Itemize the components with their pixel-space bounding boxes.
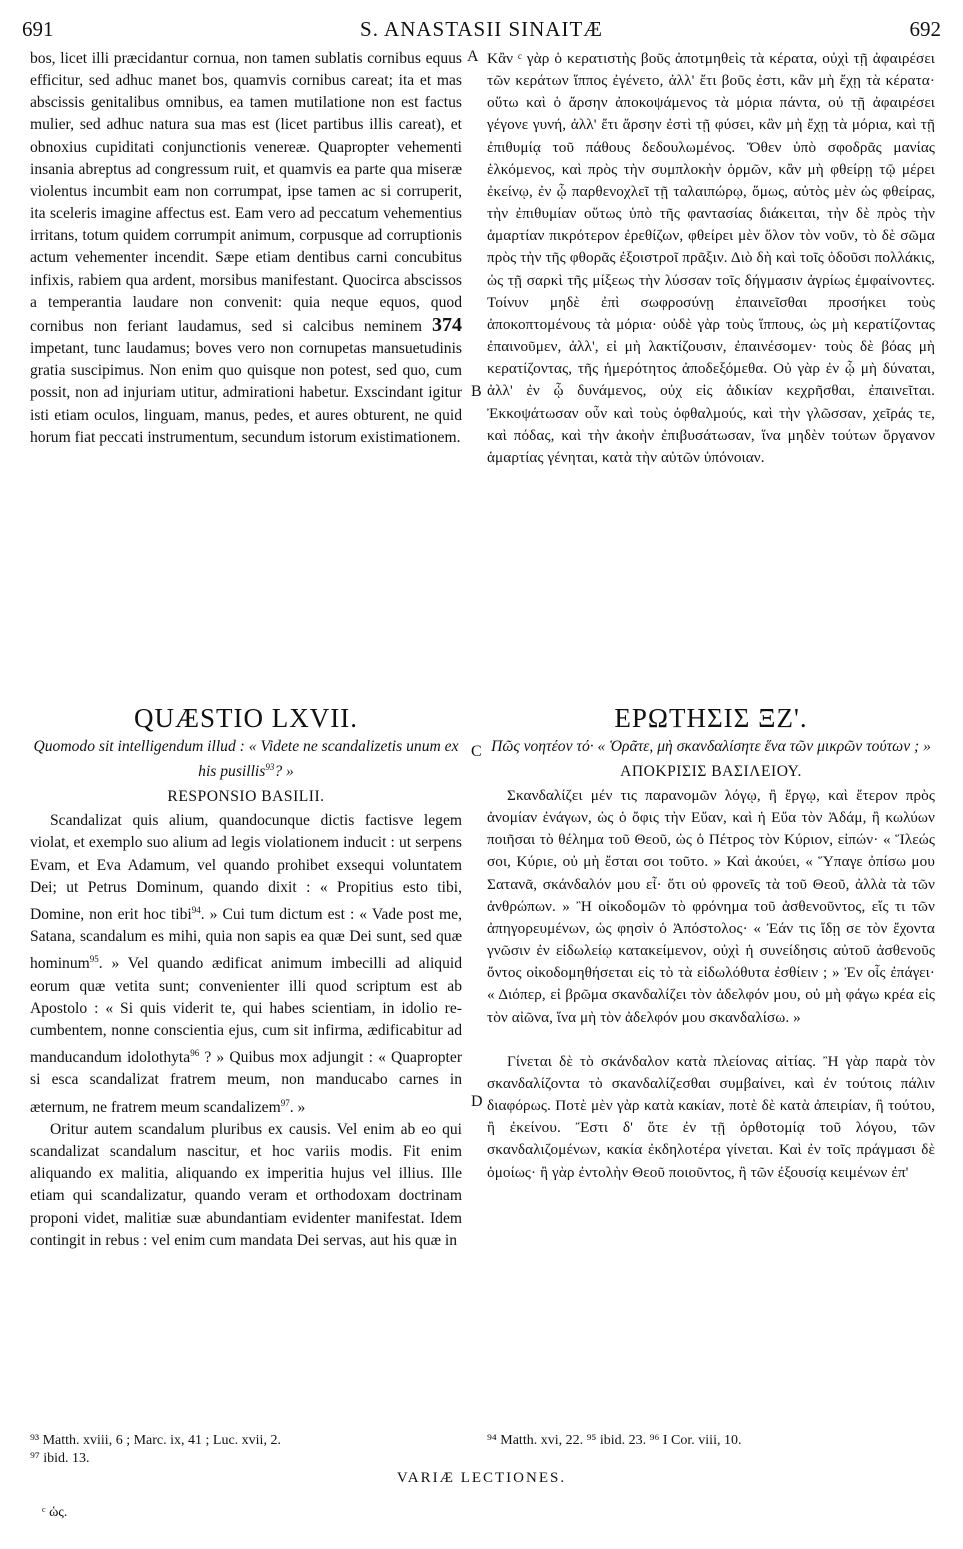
footnote-line: ⁹⁷ ibid. 13. <box>30 1451 90 1466</box>
greek-question <box>487 702 935 1184</box>
latin-column-top <box>30 48 462 449</box>
column-number: 374 <box>432 313 462 336</box>
variant-reading: ᶜ ὡς. <box>42 1505 68 1520</box>
greek-paragraph-top: Κἂν ᶜ γὰρ ὁ κερατιστὴς βοῦς ἀποτμηθεὶς τὰ κέρατα, οὐχὶ τῇ ἀφαιρέσει τῶν κεράτων ἵππος ἐγένετο, ἀλλ' ἔτι βοῦς ἐστι, κἂν μὴ ἔχῃ τὰ κέρατα· οὕτω καὶ ὁ ἄρσην ἀποκοψάμενος τὰ μόρια πάντα, οὐ τῇ ἀφαιρέσει γέγονε γυνή, ἀλλ' ἔτι ἄρσην ἐστὶ τῇ φύσει, κἂν μὴ ἔχῃ τὰ μόρια, καὶ τῇ ἐπιθυμίᾳ τοῦ πάθους δεδουλωμένος. Ὅθεν ὑπὸ σφοδρᾶς μανίας ἑλκόμενος, καὶ πρὸς τὴν συμπλοκὴν ὁρμῶν, κἂν μὴ φθείρῃ τῷ μέρει ἐκείνῳ, ἐν ᾧ παρθενοχλεῖ τῇ ταλαιπώρῳ, ὅμως, αὐτὸς μὲν ὡς φθείρας, τὴν ἐπιθυμίαν οὕτως ὑπὸ τῆς φαντασίας διάκειται, τὴν δὲ πρὸς τὴν ἁμαρτίαν πικρότερον ἐρεθίζων, φθείρει μὲν ὅλον τὸν νοῦν, τὸ δὲ σῶμα πρὸς τὴν τῆς φθορᾶς ἐξοιστροῖ πρᾶξιν. Διὸ δὴ καὶ τοῖς ὀδοῦσι πολλάκις, ὡς τῇ σαρκὶ τῆς μίξεως τὴν λύσσαν τοῖς δήγμασιν ἀγρίως ἐμφαίνοντες. Τοίνυν μηδὲ ἐπὶ σωφροσύνῃ ἐπαινεῖσθαι προσήκει τοὺς ἀποκοπτομένους τὰ μόρια· οὐδὲ γὰρ τοὺς ἵππους, ὡς μὴ κερατίζοντας ἐπαινοῦμεν, ἀλλ', εἰ μὴ λακτίζουσιν, ἐπαινέσομεν· τοὺς δὲ βόας μὴ κερατίζοντας, τῆς ἡμερότητος ἀποδεξόμεθα. Οὐ γὰρ ἐν ᾧ μὴ δύναται, ἀλλ' ἐν ᾧ δυνάμενος, οὐχ εἰς ἀδικίαν κεχρῆσθαι, ἐπαινεῖται. Ἐκκοψάτωσαν οὖν καὶ τοὺς ὀφθαλμούς, καὶ τὴν γλῶσσαν, χεῖράς τε, καὶ πόδας, καὶ τὴν ἀκοὴν ἐπιβυσάτωσαν, ἵνα μηδὲν τούτων ὄργανον ἁμαρτίας γένηται, κατὰ τὴν αὐτῶν ὑπόνοιαν. <box>487 50 935 466</box>
greek-question-subtitle: Πῶς νοητέον τό· « Ὁρᾶτε, μὴ σκανδαλίσητε ἕνα τῶν μικρῶν τούτων ; » <box>491 738 931 755</box>
greek-question-title: ΕΡΩΤΗΣΙΣ ΞΖ'. <box>614 703 808 733</box>
latin-text: . » <box>289 1098 306 1116</box>
running-title: S. ANASTASII SINAITÆ <box>360 17 603 41</box>
margin-letter-d: D <box>471 1093 483 1110</box>
latin-question-paragraph-2: Oritur autem scandalum pluribus ex causis. Vel enim ab eo qui scandalizat scandalum nascitur, et hoc variis modis. Fit enim aliquando ex malitia, aliquando ex imperitia hujus vel illius. Ille etiam qui scandalizatur, quando veram et orthodoxam doctrinam proponi videt, malitiæ suæ abundantiam evidenter manifestat. Idem contingit in rebus : vel enim cum mandata Dei servas, aut his quæ in <box>30 1120 462 1249</box>
latin-question <box>30 702 462 1252</box>
greek-question-paragraph-2: Γίνεται δὲ τὸ σκάνδαλον κατὰ πλείονας αἰτίας. Ἢ γὰρ παρὰ τὸν σκανδαλίζοντα τὸ σκανδαλίζεσθαι συμβαίνει, καὶ ἐν τούτοις πάλιν διαφόρως. Ποτὲ μὲν γὰρ κατὰ κακίαν, ποτὲ δὲ κατὰ ἀπειρίαν, ἢ τούτου, ἢ ἐκείνου. Ἔστι δ' ὅτε ἐν τῇ ὀρθοτομίᾳ τοῦ λόγου, τῶν σκανδαλιζομένων, κακία ἐκδηλοτέρα γίνεται. Καὶ ἐν τοῖς πράγμασι δὲ ὁμοίως· ἢ γὰρ ἐντολὴν Θεοῦ ποιοῦντος, ἢ τῶν ἐξουσίᾳ κειμένων ἐπ' <box>487 1052 935 1181</box>
greek-question-paragraph-1: Σκανδαλίζει μέν τις παρανομῶν λόγῳ, ἢ ἔργῳ, καὶ ἕτερον πρὸς ἀνομίαν ἐνάγων, ὡς ὁ ὄφις τὴν Εὔαν, καὶ ἡ Εὔα τὸν Ἀδάμ, ἢ κωλύων ποιῆσαι τὸ θέλημα τοῦ Θεοῦ, ὡς ὁ Πέτρος τὸν Κύριον, εἰπών· « Ἵλεώς σοι, Κύριε, οὐ μὴ ἔσται σοι τοῦτο. » Καὶ ἀκούει, « Ὕπαγε ὀπίσω μου Σατανᾶ, σκάνδαλόν μου εἶ· ὅτι οὐ φρονεῖς τὰ τοῦ Θεοῦ, ἀλλὰ τὰ τῶν ἀνθρώπων. » Ἢ οἰκοδομῶν τὸ φρόνημα τοῦ ἀσθενοῦντος, εἴς τι τῶν ἀπηγορευμένων, ὡς φησὶν ὁ Ἀπόστολος· « Ἐάν τις ἴδῃ σε τὸν ἔχοντα γνῶσιν ἐν εἰδωλείῳ κατακείμενον, οὐχὶ ἡ συνείδησις αὐτοῦ ἀσθενοῦς ὄντος οἰκοδομηθήσεται εἰς τὸ τὰ εἰδωλόθυτα ἐσθίειν ; » Ἐν οἷς ἐπάγει· « Διόπερ, εἰ βρῶμα σκανδαλίζει τὸν ἀδελφόν μου, οὐ μὴ φάγω κρέα εἰς τὸν αἰῶνα, ἵνα μὴ τὸν ἀδελφόν μου σκανδαλίσω. » <box>487 787 935 1026</box>
margin-letter-a: A <box>467 48 479 65</box>
footnote-ref: 95 <box>89 954 99 965</box>
footnote-ref: 97 <box>280 1097 290 1108</box>
greek-footnotes <box>487 1432 935 1450</box>
latin-text-tail: impetant, tunc laudamus; boves vero non cornupetas mansuetudinis gratia suscipimus. Non enim quo quisque non potest, sed quo, cum possit, non ad injuriam utitur, admirationi habetur. Exscindant igitur isti etiam oculos, linguam, manus, pedes, et aures obturent, ne quid horum fiat peccati instrumentum, secundum istorum existimationem. <box>30 340 462 446</box>
latin-subtitle-text: Quomodo sit intelligendum illud : « Videte ne scandalizetis unum ex his pusillis <box>33 738 459 781</box>
latin-footnotes <box>30 1432 462 1468</box>
running-header <box>0 16 963 42</box>
page-number-right: 692 <box>909 17 941 41</box>
latin-response-heading: RESPONSIO BASILII. <box>167 788 325 806</box>
latin-question-subtitle <box>30 736 462 782</box>
latin-text: . » Cui tum dictum est : « Vade post me, Satana, scandalum es mihi, quia non sapis ea quæ Dei sunt, sed quæ hominum <box>30 906 462 973</box>
greek-response-heading: ΑΠΟΚΡΙΣΙΣ ΒΑΣΙΛΕΙΟΥ. <box>620 763 802 780</box>
latin-paragraph-top <box>30 48 462 449</box>
latin-text: ? » Quibus mox adjungit : « Quapropter si esca scandalizat fratrem meum, non manducabo carnes in æternum, ne fratrem meum scandalizem <box>30 1049 463 1116</box>
footnote-line: ⁹³ Matth. xviii, 6 ; Marc. ix, 41 ; Luc. xvii, 2. <box>30 1433 281 1448</box>
latin-subtitle-end: ? » <box>274 763 294 781</box>
margin-letter-b: B <box>471 383 482 400</box>
footnote-ref: 94 <box>191 904 201 915</box>
margin-letter-c: C <box>471 743 482 760</box>
page-number-left: 691 <box>22 17 54 41</box>
footnote-ref: 96 <box>190 1048 200 1059</box>
latin-text: Scandalizat quis alium, quandocunque dictis factisve legem violat, et exemplo suo alium ad legis violationem inducit : ut serpens Evam, et Eva Adamum, vel quando prohibet exsequi voluntatem Dei; ut Petrus Dominum, quando dixit : « Propitius esto tibi, Domine, non erit hoc tibi <box>30 812 462 923</box>
latin-question-title: QUÆSTIO LXVII. <box>134 703 358 733</box>
footnote-line: ⁹⁴ Matth. xvi, 22. ⁹⁵ ibid. 23. ⁹⁶ I Cor. viii, 10. <box>487 1433 742 1448</box>
variae-lectiones-heading: VARIÆ LECTIONES. <box>396 1470 567 1486</box>
footnote-ref: 93 <box>265 762 275 772</box>
latin-text: bos, licet illi præcidantur cornua, non tamen sublatis cornibus equus efficitur, sed adhuc manet bos, quamvis cornibus careat; ita et mas abscissis genitalibus omnibus, ea tamen mutilatione non est factus mulier, sed adhuc natura sua mas est (licet partibus illis careat), et obnoxius cupiditati conjunctionis venereæ. Quapropter vehementi insania abreptus ad congressum ruit, et quamvis ea parte qua miseræ violentus incumbit eam non corrumpat, ipse tamen ac si corruperit, ita sceleris imagine affectus est. Eam vero ad peccatum vehementius irritans, totum quidem corrumpit animum, corpusque ad corruptionis actum vehementer incendit. Sæpe etiam dentibus carni concubitus infixis, rabiem qua ardent, morsibus manifestant. Quocirca abscissos a temperantia laudare non convenit: quia neque equos, quod cornibus non feriant laudamus, sed si calcibus neminem <box>30 50 462 335</box>
latin-question-paragraph-1 <box>30 810 462 1119</box>
greek-column-top <box>487 48 935 469</box>
latin-text: . » Vel quando ædificat animum imbecilli ad aliquid eorum quæ vetita sunt; convenienter illi quod scriptum est ab Apostolo : « Si quis viderit te, qui habes scientiam, in idolio recumbentem, nonne conscientia ejus, cum sit infirma, ædificabitur ad manducandum idolothyta <box>30 955 462 1067</box>
